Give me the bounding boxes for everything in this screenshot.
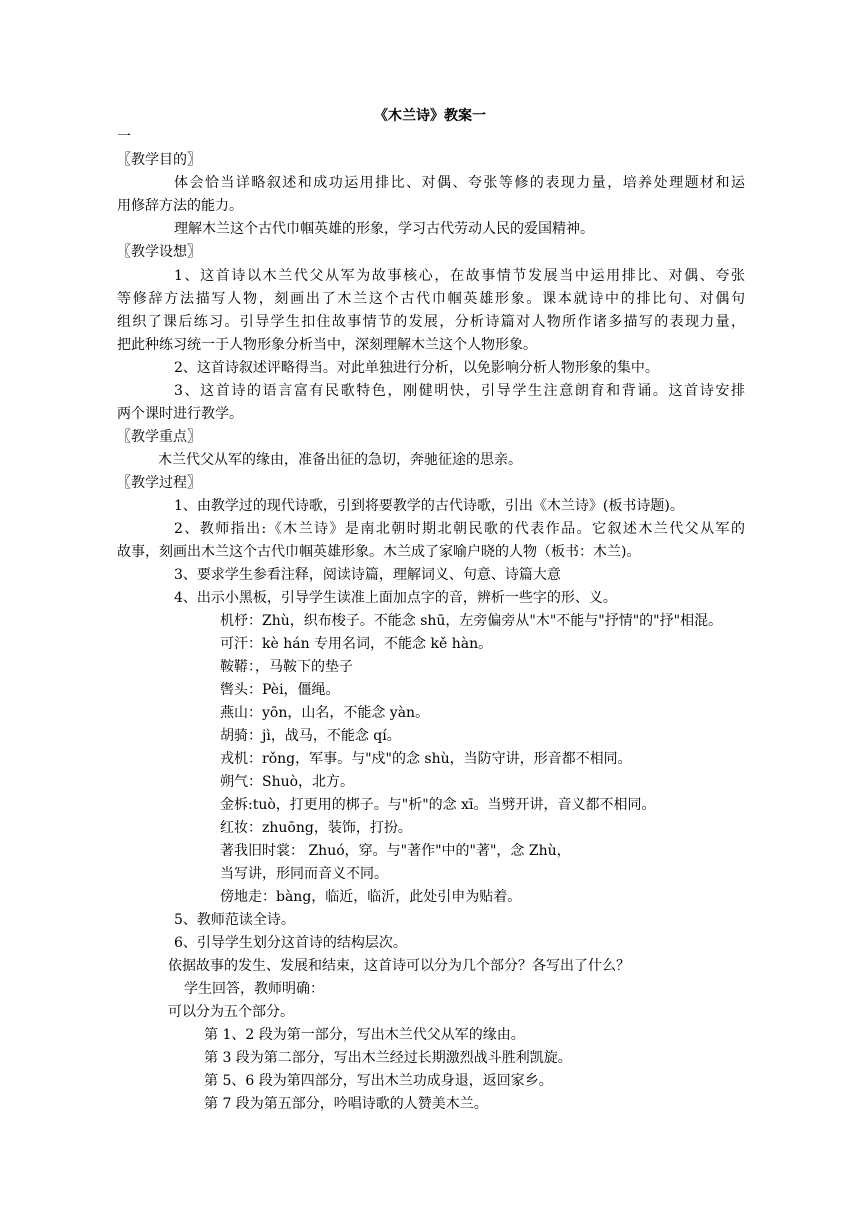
text-line: 3、这首诗的语言富有民歌特色，刚健明快，引导学生注意朗育和背诵。这首诗安排 [174,383,745,399]
section-heading: 〖教学目的〗 [117,152,201,168]
text-line: 组织了课后练习。引导学生扣住故事情节的发展，分析诗篇对人物所作诸多描写的表现力量， [117,314,745,330]
text-line: 第 5、6 段为第四部分，写出木兰功成身退，返回家乡。 [204,1073,553,1089]
document-title: 《木兰诗》教案一 [374,108,486,124]
vocab-line: 燕山：yōn，山名，不能念 yàn。 [220,705,430,721]
vocab-line: 机杼：Zhù，织布梭子。不能念 shū，左旁偏旁从"木"不能与"抒情"的"抒"相混。 [220,613,723,629]
vocab-line: 红妆：zhuōng，装饰，打扮。 [220,820,412,836]
vocab-line: 当写讲，形同而音义不同。 [220,866,388,882]
text-line: 6、引导学生划分这首诗的结构层次。 [174,935,407,951]
text-line: 2、这首诗叙述评略得当。对此单独进行分析，以免影响分析人物形象的集中。 [174,360,659,376]
vocab-line: 戎机：rǒng，军事。与"戍"的念 shù，当防守讲，形音都不相同。 [220,751,632,767]
vocab-line: 傍地走：bàng，临近，临沂，此处引申为贴着。 [220,889,522,905]
vocab-line: 辔头：Pèi，僵绳。 [220,682,340,698]
section-heading: 〖教学设想〗 [117,244,201,260]
text-line: 3、要求学生参看注释，阅读诗篇，理解词义、句意、诗篇大意 [174,567,561,583]
text-line: 可以分为五个部分。 [168,1004,294,1020]
vocab-line: 鞍鞯：，马鞍下的垫子 [220,659,353,675]
vocab-line: 朔气：Shuò，北方。 [220,774,355,790]
text-line: 把此种练习统一于人物形象分析当中，深刻理解木兰这个人物形象。 [117,337,537,353]
text-line: 一 [117,129,131,145]
text-line: 1、由教学过的现代诗歌，引到将要教学的古代诗歌，引出《木兰诗》(板书诗题)。 [174,498,684,514]
text-line: 用修辞方法的能力。 [117,198,243,214]
vocab-line: 金柝:tuò，打更用的梆子。与"析"的念 xī。当劈开讲，音义都不相同。 [220,797,656,813]
vocab-line: 著我旧时裳： Zhuó，穿。与"著作"中的"著"，念 Zhù， [220,843,571,859]
text-line: 5、教师范读全诗。 [174,912,295,928]
text-line: 1、这首诗以木兰代父从军为故事核心，在故事情节发展当中运用排比、对偶、夸张 [174,268,745,284]
text-line: 两个课时进行教学。 [117,406,243,422]
text-line: 第 1、2 段为第一部分，写出木兰代父从军的缘由。 [204,1027,525,1043]
text-line: 依据故事的发生、发展和结束，这首诗可以分为几个部分？各写出了什么？ [168,958,630,974]
vocab-line: 可汗：kè hán 专用名词，不能念 kě hàn。 [220,636,493,652]
text-line: 第 7 段为第五部分，吟唱诗歌的人赞美木兰。 [204,1096,488,1112]
text-line: 4、出示小黑板，引导学生读准上面加点字的音，辨析一些字的形、义。 [174,590,617,606]
text-line: 2、教师指出:《木兰诗》是南北朝时期北朝民歌的代表作品。它叙述木兰代父从军的 [174,521,745,537]
text-line: 第 3 段为第二部分，写出木兰经过长期激烈战斗胜利凯旋。 [204,1050,572,1066]
vocab-line: 胡骑：jì，战马，不能念 qí。 [220,728,401,744]
text-line: 等修辞方法描写人物，刻画出了木兰这个古代巾帼英雄形象。课本就诗中的排比句、对偶句 [117,291,745,307]
text-line: 故事，刻画出木兰这个古代巾帼英雄形象。木兰成了家喻户晓的人物（板书：木兰)。 [117,544,641,560]
text-line: 学生回答，教师明确： [184,981,324,997]
text-line: 体会恰当详略叙述和成功运用排比、对偶、夸张等修的表现力量，培养处理题材和运 [174,175,745,191]
section-heading: 〖教学重点〗 [117,429,201,445]
text-line: 木兰代父从军的缘由，准备出征的急切，奔驰征途的思亲。 [158,452,522,468]
section-heading: 〖教学过程〗 [117,475,201,491]
text-line: 理解木兰这个古代巾帼英雄的形象，学习古代劳动人民的爱国精神。 [174,221,594,237]
